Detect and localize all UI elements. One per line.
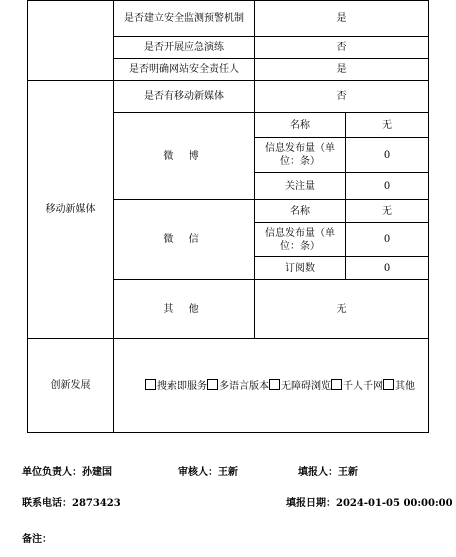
wechat-subs-label: 订阅数 xyxy=(255,257,346,280)
report-table xyxy=(27,0,429,433)
checkbox-icon[interactable] xyxy=(383,379,394,390)
option-label: 多语言版本 xyxy=(219,380,269,392)
option-label: 其他 xyxy=(395,380,415,392)
report-date: 填报日期：2024-01-05 00:00:00 xyxy=(286,498,453,509)
innovation-label: 创新发展 xyxy=(28,339,114,433)
option-label: 搜索即服务 xyxy=(157,380,207,392)
drill-label: 是否开展应急演练 xyxy=(114,37,255,59)
filler: 填报人：王新 xyxy=(298,467,358,478)
wechat-posts-label: 信息发布量（单位：条） xyxy=(255,223,346,257)
drill-value: 否 xyxy=(255,37,429,59)
weibo-label: 微 博 xyxy=(114,113,255,200)
option-label: 无障碍浏览 xyxy=(281,380,331,392)
checkbox-icon[interactable] xyxy=(207,379,218,390)
wechat-posts-value: 0 xyxy=(346,223,429,257)
section-cell-security xyxy=(28,1,114,81)
other-label: 其 他 xyxy=(114,280,255,339)
wechat-label: 微 信 xyxy=(114,200,255,280)
checkbox-icon[interactable] xyxy=(331,379,342,390)
weibo-posts-value: 0 xyxy=(346,138,429,173)
remark: 备注： xyxy=(22,534,52,545)
unit-head: 单位负责人：孙建国 xyxy=(22,467,112,478)
table-row xyxy=(28,339,429,433)
owner-value: 是 xyxy=(255,59,429,81)
monitoring-label: 是否建立安全监测预警机制 xyxy=(114,1,255,37)
wechat-subs-value: 0 xyxy=(346,257,429,280)
has-mobile-value: 否 xyxy=(255,81,429,113)
wechat-name-value: 无 xyxy=(346,200,429,223)
weibo-name-label: 名称 xyxy=(255,113,346,138)
table-row xyxy=(28,81,429,113)
other-value: 无 xyxy=(255,280,429,339)
checkbox-icon[interactable] xyxy=(269,379,280,390)
weibo-follow-label: 关注量 xyxy=(255,173,346,200)
checkbox-icon[interactable] xyxy=(145,379,156,390)
weibo-name-value: 无 xyxy=(346,113,429,138)
option-label: 千人千网 xyxy=(343,380,383,392)
wechat-name-label: 名称 xyxy=(255,200,346,223)
mobile-section-label: 移动新媒体 xyxy=(28,81,114,339)
weibo-follow-value: 0 xyxy=(346,173,429,200)
phone: 联系电话：2873423 xyxy=(22,498,121,509)
monitoring-value: 是 xyxy=(255,1,429,37)
innovation-options xyxy=(114,339,429,433)
table-row xyxy=(28,1,429,37)
has-mobile-label: 是否有移动新媒体 xyxy=(114,81,255,113)
reviewer: 审核人：王新 xyxy=(178,467,238,478)
owner-label: 是否明确网站安全责任人 xyxy=(114,59,255,81)
weibo-posts-label: 信息发布量（单位：条） xyxy=(255,138,346,173)
